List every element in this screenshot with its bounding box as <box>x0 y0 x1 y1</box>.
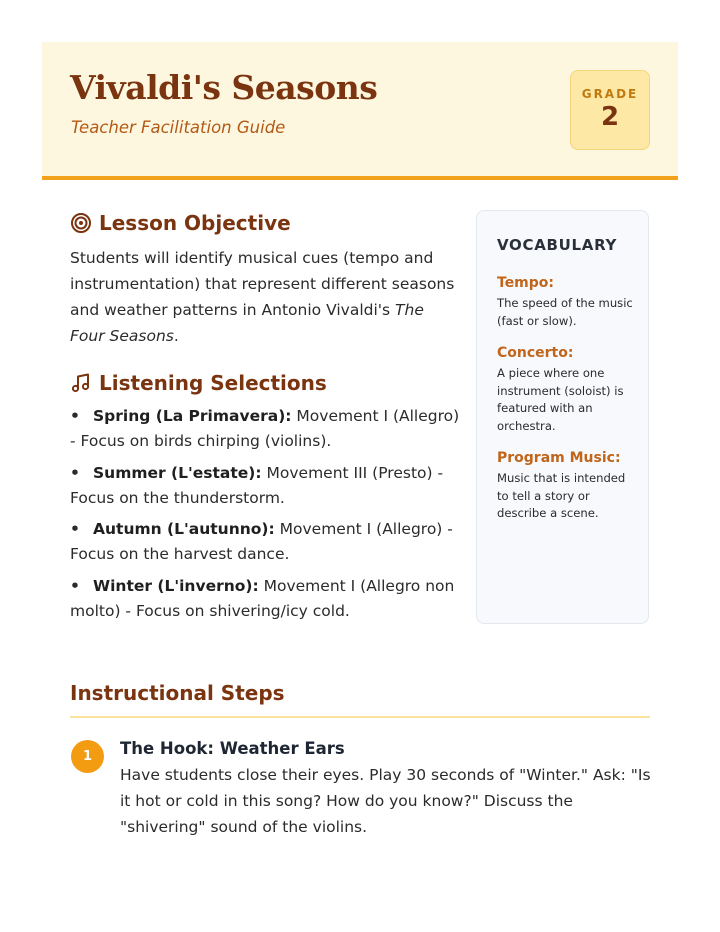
target-icon <box>70 212 92 234</box>
step-title: The Hook: Weather Ears <box>120 739 345 758</box>
vocab-term-definition: Music that is intended to tell a story or describe a scene. <box>497 471 626 520</box>
section-divider <box>70 716 650 718</box>
list-item: • Summer (L'estate): Movement III (Presto) - Focus on the thunderstorm. <box>70 463 444 507</box>
grade-value: 2 <box>600 102 620 132</box>
page-subtitle: Teacher Facilitation Guide <box>71 118 286 137</box>
vocab-term <box>497 344 637 435</box>
list-item: • Winter (L'inverno): Movement I (Allegro non molto) - Focus on shivering/icy cold. <box>70 576 455 620</box>
step-number-badge: 1 <box>71 740 104 773</box>
lesson-objective-text: Students will identify musical cues (tempo and instrumentation) that represent different seasons and weather patterns in Antonio Vivaldi's The Four Seasons. <box>70 249 455 345</box>
lesson-objective-heading <box>70 211 291 235</box>
header <box>42 42 678 180</box>
vocab-term-definition: The speed of the music (fast or slow). <box>497 296 633 328</box>
grade-label: GRADE <box>581 87 639 101</box>
listening-list <box>70 404 460 630</box>
music-note-icon <box>70 372 92 394</box>
vocabulary-box <box>476 210 649 624</box>
step-text: Have students close their eyes. Play 30 seconds of "Winter." Ask: "Is it hot or cold in this song? How do you know?" Discuss the "shivering" sound of the violins. <box>120 766 651 836</box>
vocab-term-name: Concerto: <box>497 345 574 361</box>
vocabulary-heading: VOCABULARY <box>497 236 618 254</box>
lesson-objective-title: Lesson Objective <box>99 211 291 235</box>
listening-selections-title: Listening Selections <box>99 371 327 395</box>
instructional-steps-heading: Instructional Steps <box>70 681 285 705</box>
listening-selections-heading <box>70 371 327 395</box>
vocab-term <box>497 274 637 330</box>
vocab-term <box>497 449 637 523</box>
page-title: Vivaldi's Seasons <box>70 68 378 107</box>
list-item: • Spring (La Primavera): Movement I (Allegro) - Focus on birds chirping (violins). <box>70 407 460 450</box>
list-item: • Autumn (L'autunno): Movement I (Allegro) - Focus on the harvest dance. <box>70 520 453 563</box>
grade-badge <box>570 70 650 150</box>
vocab-term-definition: A piece where one instrument (soloist) is featured with an orchestra. <box>497 366 624 433</box>
vocab-term-name: Program Music: <box>497 450 621 466</box>
vocab-term-name: Tempo: <box>497 275 555 291</box>
